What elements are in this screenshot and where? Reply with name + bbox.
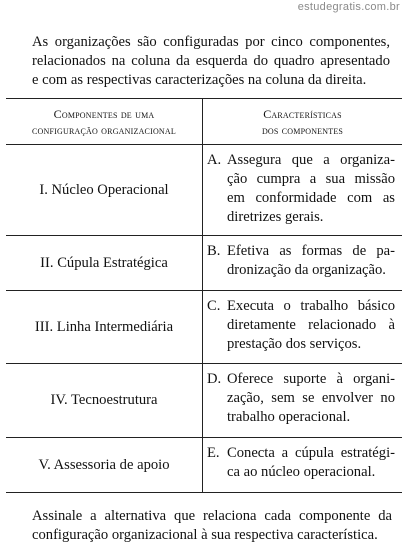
characteristic-text: [227, 297, 395, 354]
characteristic-line: Executa o trabalho básico: [227, 298, 395, 314]
characteristic-text: [227, 444, 395, 482]
characteristic-line: em conformidade com as: [227, 190, 395, 206]
component-name: III. Linha Intermediária: [34, 318, 174, 335]
intro-line: relacionados na coluna da esquerda do quadro apresentado: [32, 53, 390, 69]
characteristic-line: trabalho operacional.: [227, 409, 351, 425]
table-row: [6, 364, 402, 438]
header-characteristics: [203, 99, 403, 145]
question-prompt: [32, 507, 392, 545]
component-cell: [6, 236, 203, 291]
question-line: Assinale a alternativa que relaciona cada componente da: [32, 508, 392, 524]
characteristic-cell: [203, 145, 403, 236]
characteristic-line: Conecta a cúpula estratégi-: [227, 445, 395, 461]
intro-line: e com as respectivas caracterizações na coluna da direita.: [32, 72, 367, 88]
component-name: IV. Tecnoestrutura: [50, 392, 158, 408]
option-letter: D.: [207, 371, 222, 387]
question-line: configuração organizacional à sua respectiva característica.: [32, 527, 378, 543]
watermark: estudegratis.com.br: [297, 1, 400, 13]
characteristic-text: [227, 242, 395, 280]
header-left-line: Componentes de uma: [53, 106, 155, 121]
characteristic-line: prestação dos serviços.: [227, 336, 362, 352]
characteristic-text: [227, 151, 395, 227]
characteristic-cell: [203, 291, 403, 364]
characteristic-text: [227, 370, 395, 427]
option-letter: B.: [207, 243, 221, 259]
table-row: [6, 236, 402, 291]
header-right-line: dos componentes: [261, 122, 344, 137]
header-left-line: configuração organizacional: [32, 122, 176, 137]
characteristic-line: ca ao núcleo operacional.: [227, 464, 376, 480]
characteristic-cell: [203, 438, 403, 493]
component-cell: [6, 291, 203, 364]
option-letter: A.: [207, 152, 222, 168]
characteristic-line: ção cumpra a sua missão: [227, 171, 395, 187]
characteristic-line: dronização da organização.: [227, 262, 386, 278]
component-cell: [6, 438, 203, 493]
components-table: [6, 98, 402, 493]
intro-line: As organizações são configuradas por cinco componentes,: [32, 34, 390, 50]
characteristic-line: zação, sem se envolver no: [227, 390, 395, 406]
component-cell: [6, 145, 203, 236]
component-name: I. Núcleo Operacional: [39, 181, 169, 198]
table-row: [6, 291, 402, 364]
characteristic-line: Efetiva as formas de pa-: [227, 243, 395, 259]
characteristic-line: diretrizes gerais.: [227, 209, 324, 225]
header-right-line: Características: [263, 106, 342, 121]
header-components: [6, 99, 203, 145]
component-cell: [6, 364, 203, 438]
table-header-row: [6, 99, 402, 145]
characteristic-cell: [203, 236, 403, 291]
option-letter: C.: [207, 298, 221, 314]
table-row: [6, 145, 402, 236]
characteristic-line: Assegura que a organiza-: [227, 152, 395, 168]
option-letter: E.: [207, 445, 220, 461]
component-name: V. Assessoria de apoio: [38, 456, 170, 473]
table-row: [6, 438, 402, 493]
component-name: II. Cúpula Estratégica: [40, 254, 168, 271]
characteristic-line: Oferece suporte à organi-: [227, 371, 395, 387]
characteristic-line: diretamente relacionado à: [227, 317, 395, 333]
characteristic-cell: [203, 364, 403, 438]
intro-paragraph: [32, 33, 390, 90]
